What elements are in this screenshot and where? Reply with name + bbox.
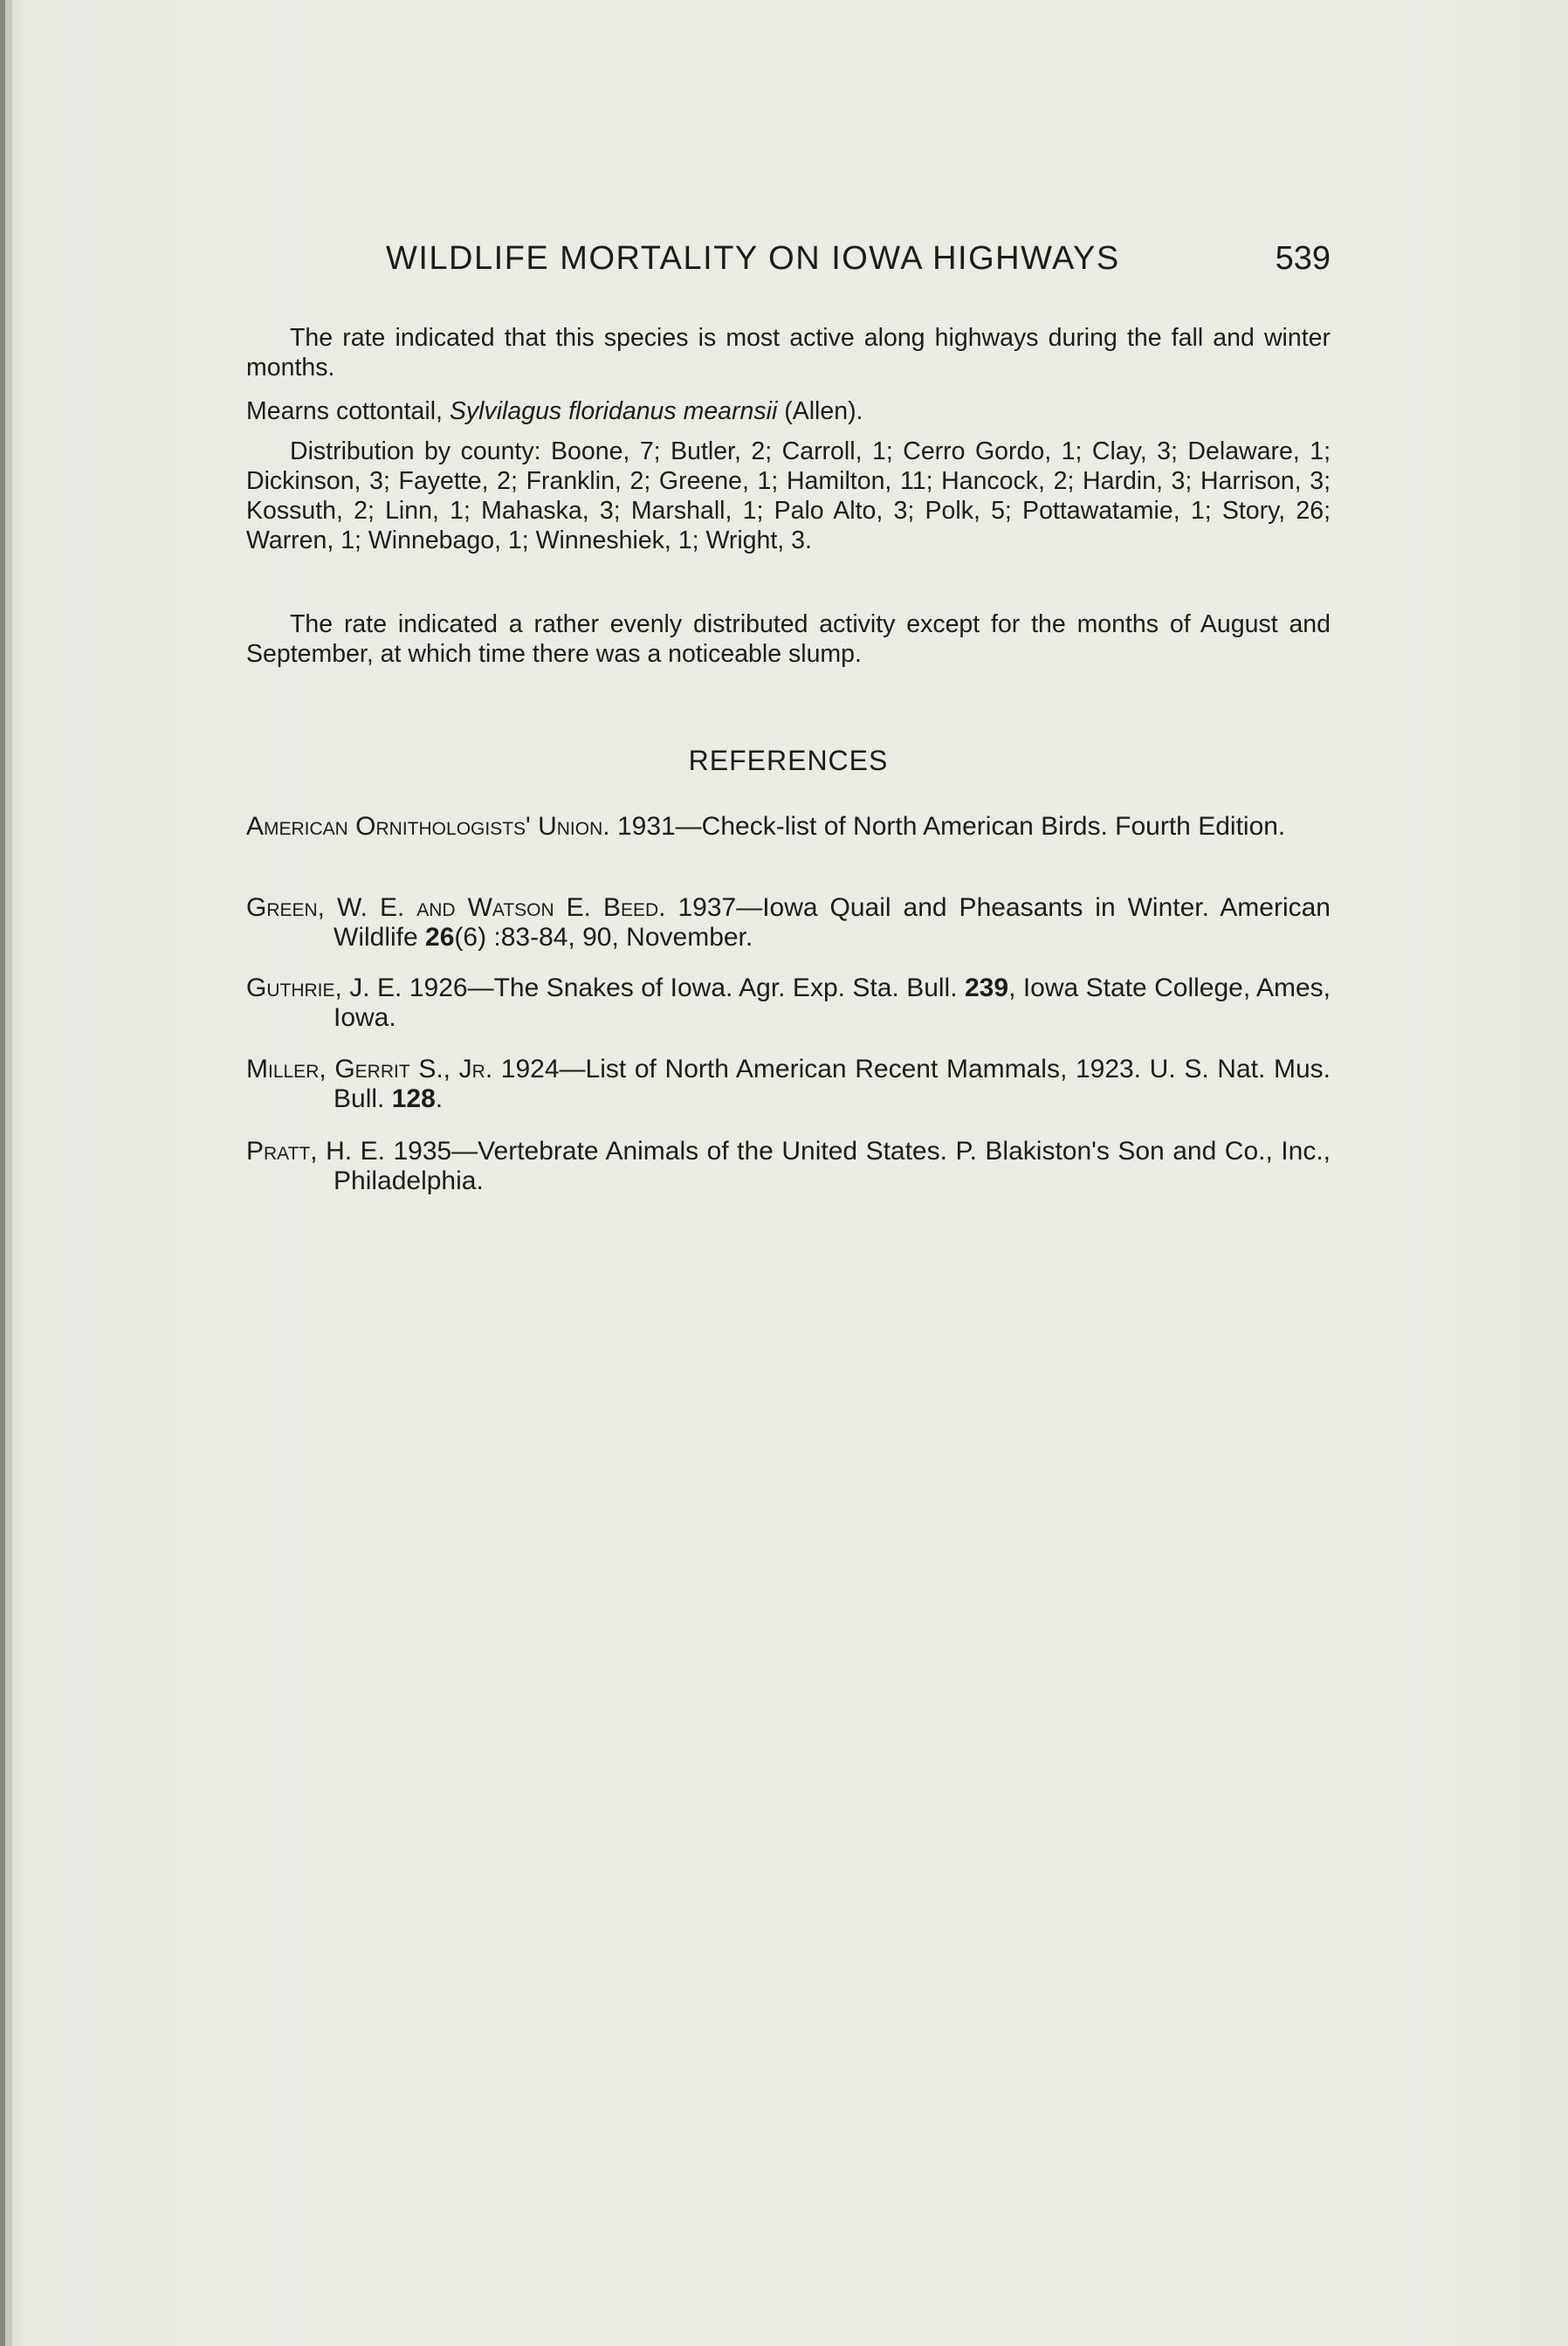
reference-volume: 239 bbox=[965, 973, 1009, 1002]
references-heading: REFERENCES bbox=[688, 745, 889, 776]
reference-author: Miller, Gerrit S., Jr. bbox=[246, 1055, 493, 1084]
reference-item bbox=[246, 973, 1331, 1033]
reference-volume: 26 bbox=[425, 923, 455, 952]
reference-author: Green, W. E. and Watson E. Beed. bbox=[246, 893, 666, 922]
species-authority: (Allen). bbox=[777, 397, 863, 425]
reference-item bbox=[246, 1055, 1331, 1114]
reference-author: American Ornithologists' Union. bbox=[246, 812, 610, 841]
paragraph-text: The rate indicated that this species is most active along highways during the fall and winter months. bbox=[246, 324, 1331, 382]
page-header bbox=[246, 240, 1331, 284]
reference-item bbox=[246, 893, 1331, 953]
reference-text: 1926—The Snakes of Iowa. Agr. Exp. Sta. Bull. bbox=[402, 973, 965, 1002]
reference-text: 1924—List of North American Recent Mammals, 1923. U. S. Nat. Mus. Bull. bbox=[334, 1055, 1331, 1113]
paragraph-rate-fall-winter bbox=[246, 323, 1331, 382]
reference-text-tail: , Iowa State College, Ames, Iowa. bbox=[334, 973, 1331, 1032]
running-title: WILDLIFE MORTALITY ON IOWA HIGHWAYS bbox=[386, 240, 1120, 277]
page-number: 539 bbox=[1275, 240, 1331, 277]
reference-volume: 128 bbox=[391, 1084, 436, 1113]
paragraph-rate-even bbox=[246, 609, 1331, 669]
reference-text-tail: (6) :83-84, 90, November. bbox=[454, 923, 753, 952]
reference-text: 1935—Vertebrate Animals of the United States. P. Blakiston's Son and Co., Inc., Philadelphia. bbox=[334, 1137, 1331, 1195]
paragraph-text: The rate indicated a rather evenly distributed activity except for the months of August and September, at which time there was a noticeable slump. bbox=[246, 610, 1331, 668]
reference-text-tail: . bbox=[435, 1084, 444, 1113]
species-common-name: Mearns cottontail, bbox=[246, 397, 450, 425]
reference-item bbox=[246, 1137, 1331, 1196]
reference-text: 1931—Check-list of North American Birds. Fourth Edition. bbox=[609, 812, 1286, 841]
distribution-text: Distribution by county: Boone, 7; Butler, 2; Carroll, 1; Cerro Gordo, 1; Clay, 3; Delaware, 1; Dickinson, 3; Fayette, 2; Franklin, 2; Greene, 1; Hamilton, 11; Hancock, 2; Hardin, 3; Harrison, 3; Kossuth, 2; Linn, 1; Mahaska, 3; Marshall, 1; Palo Alto, 3; Polk, 5; Pottawatamie, 1; Story, 26; Warren, 1; Winnebago, 1; Winneshiek, 1; Wright, 3. bbox=[246, 437, 1331, 554]
species-scientific-name: Sylvilagus floridanus mearnsii bbox=[449, 397, 778, 425]
distribution-paragraph bbox=[246, 437, 1331, 555]
book-spine-shadow bbox=[5, 0, 12, 2346]
reference-item bbox=[246, 812, 1331, 842]
reference-author: Guthrie, J. E. bbox=[246, 973, 402, 1002]
reference-author: Pratt, H. E. bbox=[246, 1137, 385, 1166]
species-heading bbox=[246, 396, 1331, 426]
reference-text: 1937—Iowa Quail and Pheasants in Winter. American Wildlife bbox=[334, 893, 1331, 952]
